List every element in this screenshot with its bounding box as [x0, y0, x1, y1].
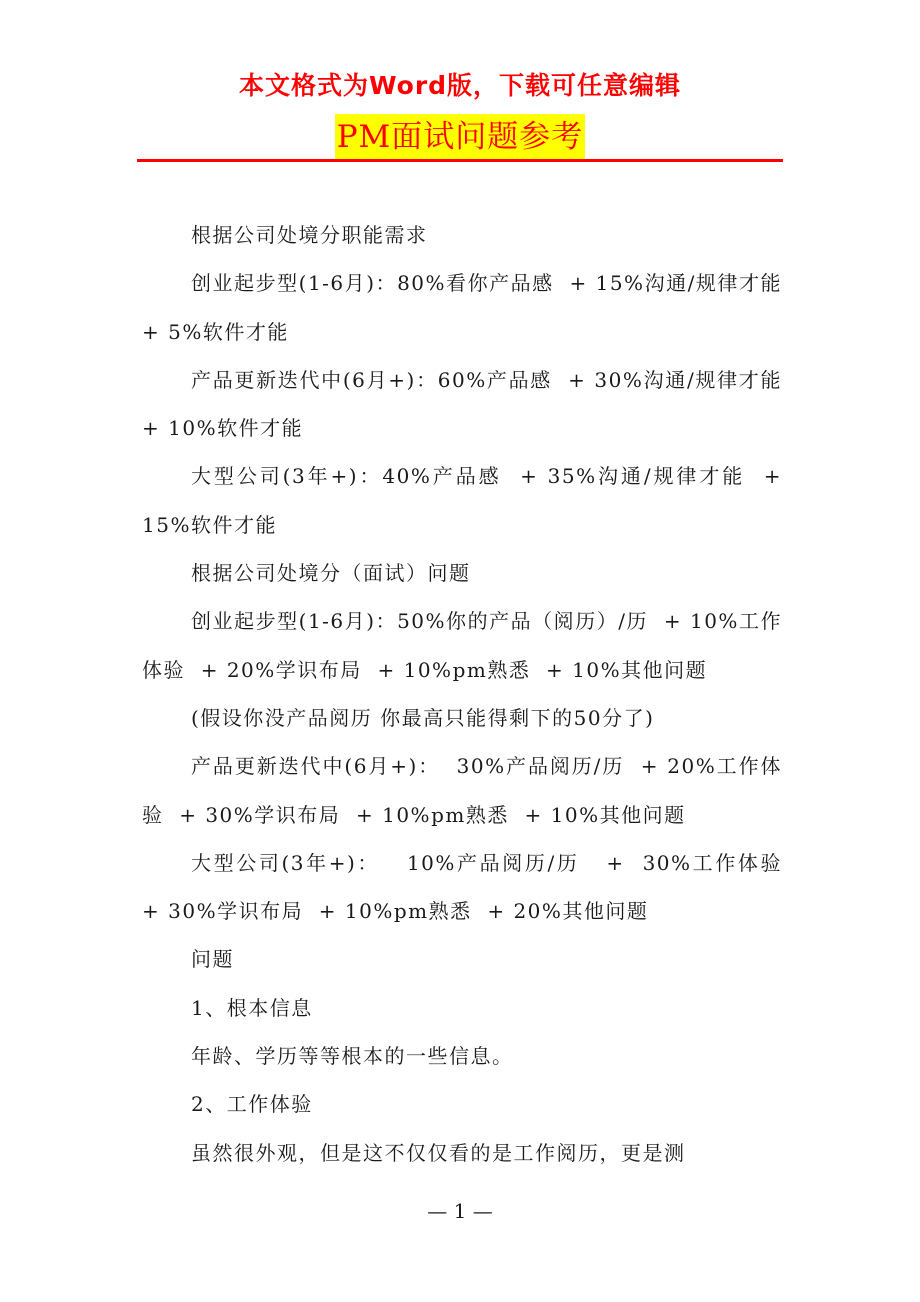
paragraph: (假设你没产品阅历 你最高只能得剩下的50分了): [191, 705, 655, 730]
page-number: — 1 —: [427, 1199, 493, 1223]
paragraph: 大型公司(3年+)：40%产品感 + 35%沟通/规律才能 + 15%软件才能: [142, 464, 790, 537]
paragraph: 大型公司(3年+)： 10%产品阅历/历 + 30%工作体验 + 30%学识布局 + 10%pm熟悉 + 20%其他问题: [142, 850, 798, 924]
title-divider: [137, 159, 783, 162]
paragraph: 创业起步型(1-6月)：50%你的产品（阅历）/历 + 10%工作体验 + 20%学识布局 + 10%pm熟悉 + 10%其他问题: [142, 609, 782, 682]
paragraph: 年龄、学历等等根本的一些信息。: [191, 1044, 514, 1069]
title-container: [0, 114, 920, 160]
paragraph: 虽然很外观，但是这不仅仅看的是工作阅历，更是测: [191, 1140, 686, 1165]
paragraph: 创业起步型(1-6月)：80%看你产品感 + 15%沟通/规律才能 + 5%软件才能: [142, 271, 798, 344]
paragraph: 产品更新迭代中(6月+)：60%产品感 + 30%沟通/规律才能 + 10%软件才能: [142, 367, 798, 441]
paragraph: 2、工作体验: [191, 1092, 313, 1117]
paragraph: 问题: [191, 947, 234, 972]
document-body: [142, 211, 798, 1177]
document-title: PM面试问题参考: [335, 114, 586, 160]
paragraph: 产品更新迭代中(6月+)： 30%产品阅历/历 + 20%工作体验 + 30%学识布局 + 10%pm熟悉 + 10%其他问题: [142, 754, 782, 827]
paragraph: 根据公司处境分职能需求: [191, 223, 428, 247]
paragraph: 根据公司处境分（面试）问题: [191, 561, 471, 586]
format-banner: 本文格式为Word版，下载可任意编辑: [238, 71, 682, 100]
paragraph: 1、根本信息: [191, 995, 313, 1020]
